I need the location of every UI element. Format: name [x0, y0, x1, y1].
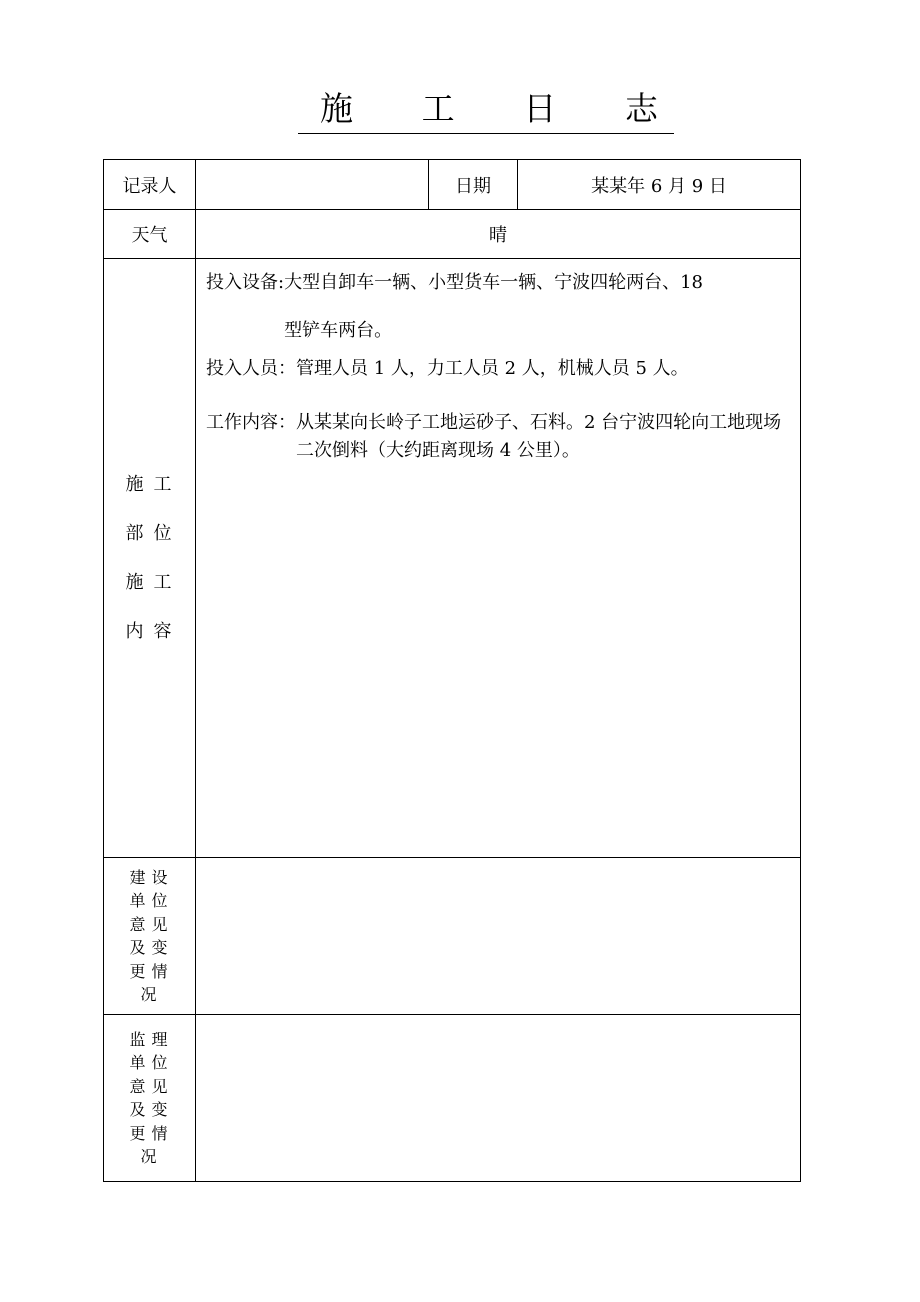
- supervisor-opinion-value[interactable]: [196, 1015, 801, 1182]
- weather-value[interactable]: 晴: [196, 210, 801, 259]
- equipment-paragraph: [206, 269, 792, 345]
- label-line: 施工: [125, 474, 182, 495]
- construction-row: [104, 259, 801, 858]
- construction-content[interactable]: [196, 259, 801, 858]
- owner-opinion-value[interactable]: [196, 858, 801, 1015]
- supervisor-opinion-row: [104, 1015, 801, 1182]
- label-line: 建设: [129, 867, 174, 887]
- label-line: 意见: [129, 1076, 174, 1096]
- weather-row: [104, 210, 801, 259]
- equipment-text: 大型自卸车一辆、小型货车一辆、宁波四轮两台、18: [284, 272, 703, 293]
- label-line: 部位: [125, 523, 182, 544]
- date-value[interactable]: 某某年 6 月 9 日: [518, 160, 801, 210]
- work-text: 从某某向长岭子工地运砂子、石料。2 台宁波四轮向工地现场二次倒料（大约距离现场 4 公里）。: [296, 412, 782, 461]
- page-title: [298, 88, 674, 134]
- work-heading: 工作内容：: [206, 412, 296, 433]
- work-paragraph: [206, 409, 792, 465]
- owner-opinion-label: [104, 858, 196, 1015]
- label-line: 单位: [129, 891, 174, 910]
- equipment-text-continued: 型铲车两台。: [284, 320, 393, 341]
- header-row: [104, 160, 801, 210]
- label-line: 及变: [129, 938, 174, 957]
- label-line: 况: [140, 1147, 163, 1166]
- label-line: 更情: [129, 961, 174, 981]
- personnel-paragraph: [206, 355, 792, 383]
- title-char: 日: [523, 89, 557, 128]
- label-line: 单位: [129, 1053, 174, 1072]
- equipment-heading: 投入设备:: [206, 272, 285, 293]
- recorder-label: 记录人: [104, 160, 196, 210]
- weather-label: 天气: [104, 210, 196, 259]
- construction-label: [104, 259, 196, 858]
- recorder-value[interactable]: [196, 160, 429, 210]
- label-line: 意见: [129, 914, 174, 934]
- label-line: 及变: [129, 1100, 174, 1119]
- date-label: 日期: [429, 160, 518, 210]
- label-line: 况: [140, 985, 163, 1004]
- personnel-text: 管理人员 1 人，力工人员 2 人，机械人员 5 人。: [296, 358, 689, 379]
- title-char: 志: [624, 89, 658, 128]
- owner-opinion-row: [104, 858, 801, 1015]
- label-line: 施工: [125, 572, 182, 593]
- label-line: 更情: [129, 1123, 174, 1143]
- title-char: 施: [320, 89, 353, 128]
- supervisor-opinion-label: [104, 1015, 196, 1182]
- construction-log-table: [103, 159, 801, 1182]
- label-line: 内容: [125, 621, 182, 642]
- title-char: 工: [421, 89, 455, 128]
- personnel-heading: 投入人员：: [206, 358, 296, 379]
- label-line: 监理: [129, 1029, 174, 1049]
